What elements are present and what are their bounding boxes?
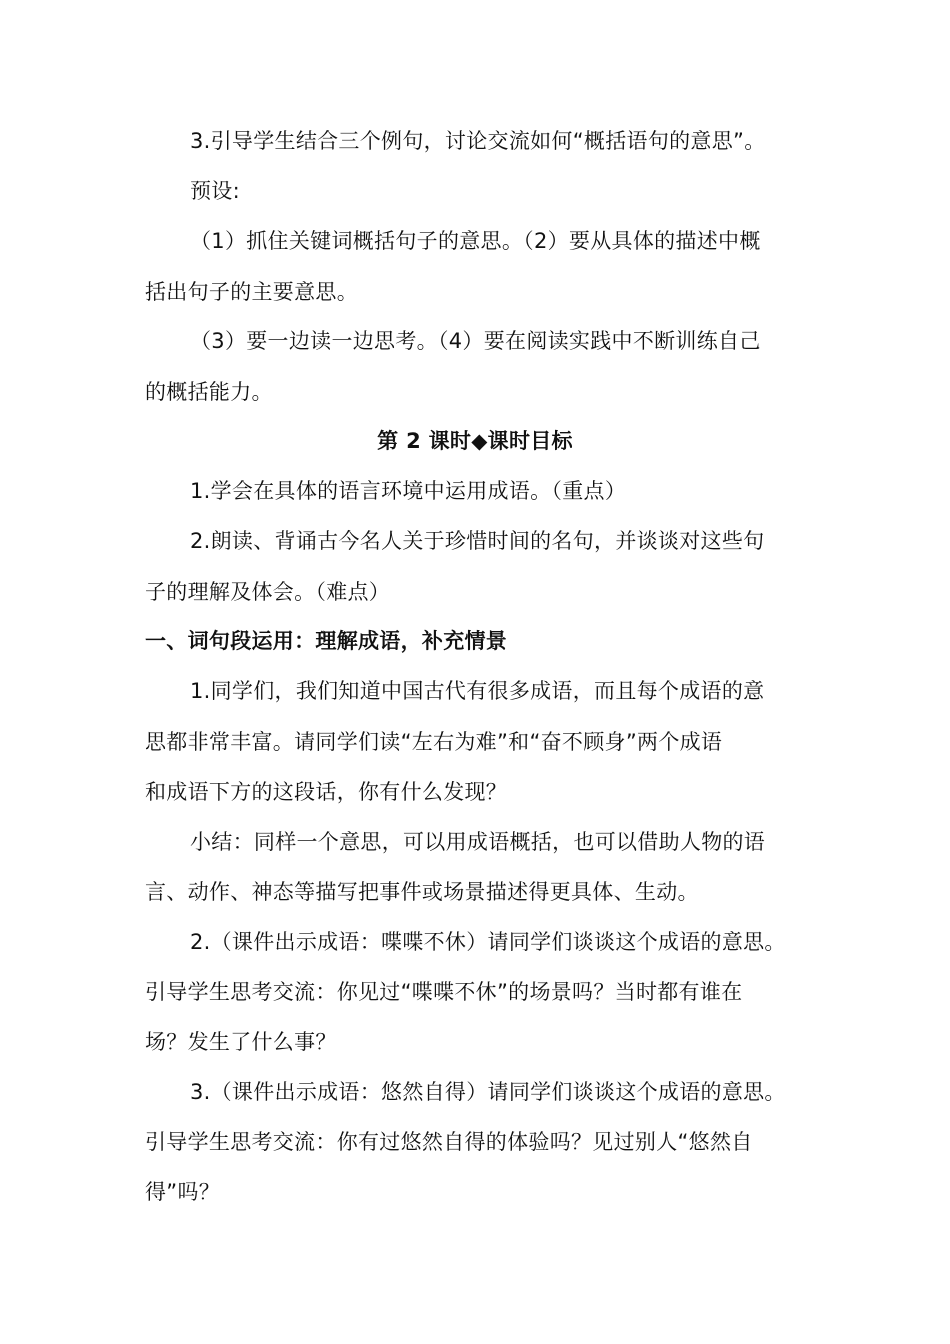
preset-item-line: （3）要一边读一边思考。（4）要在阅读实践中不断训练自己	[190, 329, 761, 353]
paragraph-line: 引导学生思考交流：你见过“喋喋不休”的场景吗？当时都有谁在	[145, 980, 743, 1004]
paragraph-line: 和成语下方的这段话，你有什么发现？	[145, 780, 508, 804]
paragraph-line: 1.同学们，我们知道中国古代有很多成语，而且每个成语的意	[190, 679, 765, 703]
summary-line: 小结：同样一个意思，可以用成语概括，也可以借助人物的语	[190, 830, 766, 854]
paragraph-line: 引导学生思考交流：你有过悠然自得的体验吗？见过别人“悠然自	[145, 1130, 753, 1154]
objective-line: 2.朗读、背诵古今名人关于珍惜时间的名句，并谈谈对这些句	[190, 529, 765, 553]
paragraph-line: 3.（课件出示成语：悠然自得）请同学们谈谈这个成语的意思。	[190, 1080, 786, 1104]
objective-line: 子的理解及体会。（难点）	[145, 580, 391, 604]
paragraph-line: 思都非常丰富。请同学们读“左右为难”和“奋不顾身”两个成语	[145, 730, 723, 754]
objective-line: 1.学会在具体的语言环境中运用成语。（重点）	[190, 479, 627, 503]
summary-line: 言、动作、神态等描写把事件或场景描述得更具体、生动。	[145, 880, 699, 904]
preset-item-line: （1）抓住关键词概括句子的意思。（2）要从具体的描述中概	[190, 229, 761, 253]
paragraph-line: 场？发生了什么事？	[145, 1030, 337, 1054]
paragraph-line: 2.（课件出示成语：喋喋不休）请同学们谈谈这个成语的意思。	[190, 930, 786, 954]
preset-item-line: 的概括能力。	[145, 380, 273, 404]
section-heading: 一、词句段运用：理解成语，补充情景	[145, 629, 508, 653]
preset-item-line: 括出句子的主要意思。	[145, 280, 358, 304]
paragraph-step-3-line: 3.引导学生结合三个例句，讨论交流如何“概括语句的意思”。	[190, 129, 766, 153]
paragraph-line: 得”吗？	[145, 1180, 221, 1204]
lesson-heading: 第 2 课时◆课时目标	[377, 429, 573, 453]
preset-label: 预设:	[190, 179, 240, 203]
